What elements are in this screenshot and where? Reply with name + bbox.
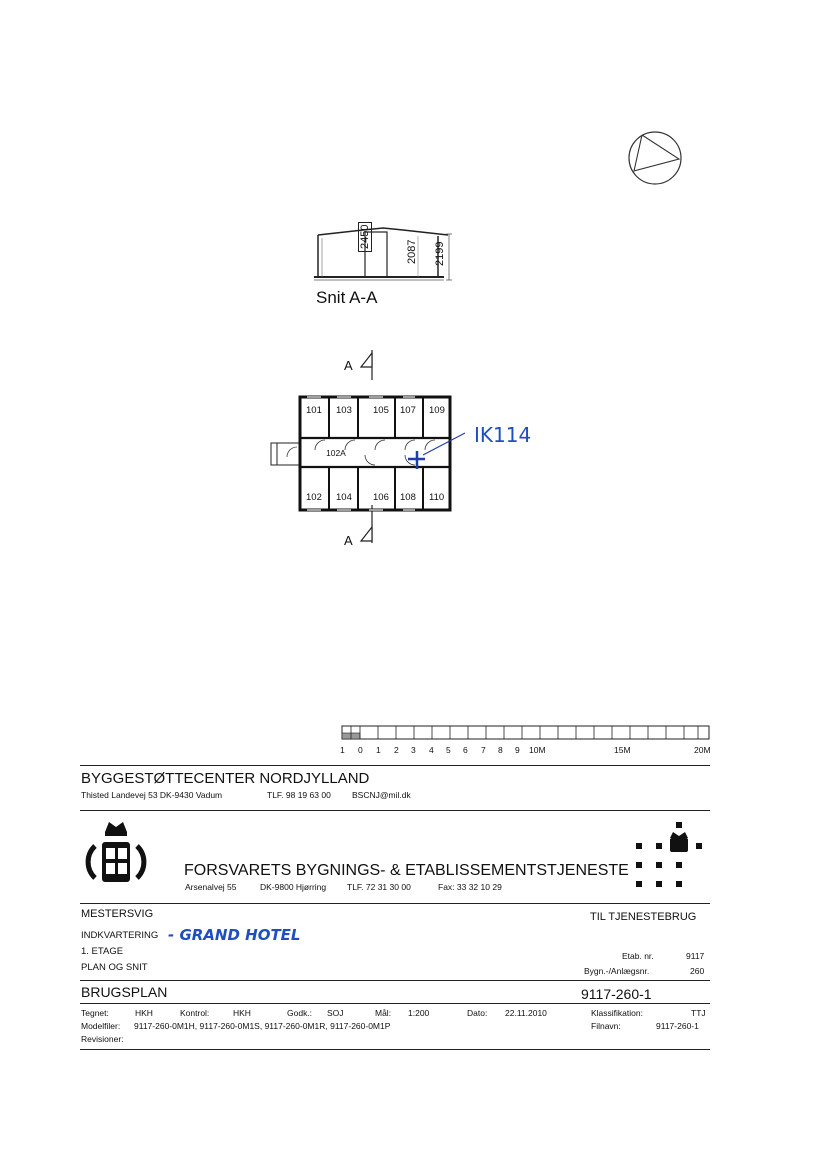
kontrol-value: HKH [233, 1008, 251, 1018]
klass-value: TTJ [691, 1008, 706, 1018]
divider [80, 810, 710, 811]
scale-label: 1 [340, 745, 345, 755]
room-102: 102 [306, 492, 322, 503]
location: MESTERSVIG [81, 908, 154, 920]
scale-label: 6 [463, 745, 468, 755]
divider [80, 1003, 710, 1004]
klass-label: Klassifikation: [591, 1008, 643, 1018]
divider [80, 903, 710, 904]
scale-label: 1 [376, 745, 381, 755]
divider [80, 980, 710, 981]
scale-label: 15M [614, 745, 631, 755]
dato-label: Dato: [467, 1008, 488, 1018]
divider [80, 765, 710, 766]
building-type: INDKVARTERING [81, 930, 159, 941]
modelfiler-value: 9117-260-0M1H, 9117-260-0M1S, 9117-260-0M1R, 9117-260-0M1P [134, 1021, 391, 1031]
fbe-mark-logo [632, 820, 708, 892]
section-marker-bottom: A [344, 533, 353, 548]
room-110: 110 [429, 492, 445, 503]
section-dim-2: 2087 [406, 239, 418, 264]
scale-label: 8 [498, 745, 503, 755]
maal-value: 1:200 [408, 1008, 430, 1018]
scale-label: 20M [694, 745, 711, 755]
etab-value: 9117 [686, 951, 705, 961]
etab-label: Etab. nr. [622, 951, 654, 961]
section-dim-3: 2199 [434, 241, 446, 266]
agency-phone: TLF. 72 31 30 00 [347, 882, 411, 892]
scale-label: 5 [446, 745, 451, 755]
agency-name: FORSVARETS BYGNINGS- & ETABLISSEMENTSTJENESTE [184, 862, 629, 879]
room-108: 108 [400, 492, 416, 503]
north-arrow-icon [626, 129, 686, 189]
org-email: BSCNJ@mil.dk [352, 790, 411, 800]
divider [80, 1049, 710, 1050]
dato-value: 22.11.2010 [505, 1008, 547, 1018]
filnavn-value: 9117-260-1 [656, 1021, 699, 1031]
maal-label: Mål: [375, 1008, 392, 1018]
room-104: 104 [336, 492, 352, 503]
scale-label: 9 [515, 745, 520, 755]
bygn-value: 260 [690, 966, 705, 976]
revisioner-label: Revisioner: [81, 1034, 124, 1044]
room-107: 107 [400, 405, 416, 416]
scale-label: 3 [411, 745, 416, 755]
usage: TIL TJENESTEBRUG [590, 911, 697, 923]
room-103: 103 [336, 405, 352, 416]
godk-label: Godk.: [287, 1008, 313, 1018]
kontrol-label: Kontrol: [180, 1008, 210, 1018]
scale-label: 4 [429, 745, 434, 755]
agency-city: DK-9800 Hjørring [260, 882, 327, 892]
org-name: BYGGESTØTTECENTER NORDJYLLAND [81, 770, 370, 787]
bygn-label: Bygn.-/Anlægsnr. [584, 966, 650, 976]
room-109: 109 [429, 405, 445, 416]
scale-label: 2 [394, 745, 399, 755]
floor: 1. ETAGE [81, 946, 124, 957]
modelfiler-label: Modelfiler: [81, 1021, 121, 1031]
fbe-crest-logo [85, 818, 147, 890]
handwritten-title: - GRAND HOTEL [168, 926, 301, 944]
section-dim-1: 2450 [358, 222, 372, 252]
corridor-label: 102A [326, 448, 346, 458]
scale-label: 7 [481, 745, 486, 755]
drawing-number: 9117-260-1 [581, 986, 652, 1002]
tegnet-value: HKH [135, 1008, 153, 1018]
org-phone: TLF. 98 19 63 00 [267, 790, 331, 800]
room-101: 101 [306, 405, 322, 416]
org-address: Thisted Landevej 53 DK-9430 Vadum [81, 790, 223, 800]
room-106: 106 [373, 492, 389, 503]
godk-value: SOJ [327, 1008, 344, 1018]
scale-label: 0 [358, 745, 363, 755]
agency-address: Arsenalvej 55 [185, 882, 237, 892]
agency-fax: Fax: 33 32 10 29 [438, 882, 502, 892]
handwritten-annotation: IK114 [474, 423, 532, 447]
floor-plan [265, 345, 465, 555]
room-105: 105 [373, 405, 389, 416]
scale-label: 10M [529, 745, 546, 755]
scale-bar [340, 724, 712, 742]
section-marker-top: A [344, 358, 353, 373]
tegnet-label: Tegnet: [81, 1008, 109, 1018]
plan-type: BRUGSPLAN [81, 984, 168, 1000]
filnavn-label: Filnavn: [591, 1021, 621, 1031]
content: PLAN OG SNIT [81, 962, 148, 973]
section-label: Snit A-A [316, 288, 378, 307]
